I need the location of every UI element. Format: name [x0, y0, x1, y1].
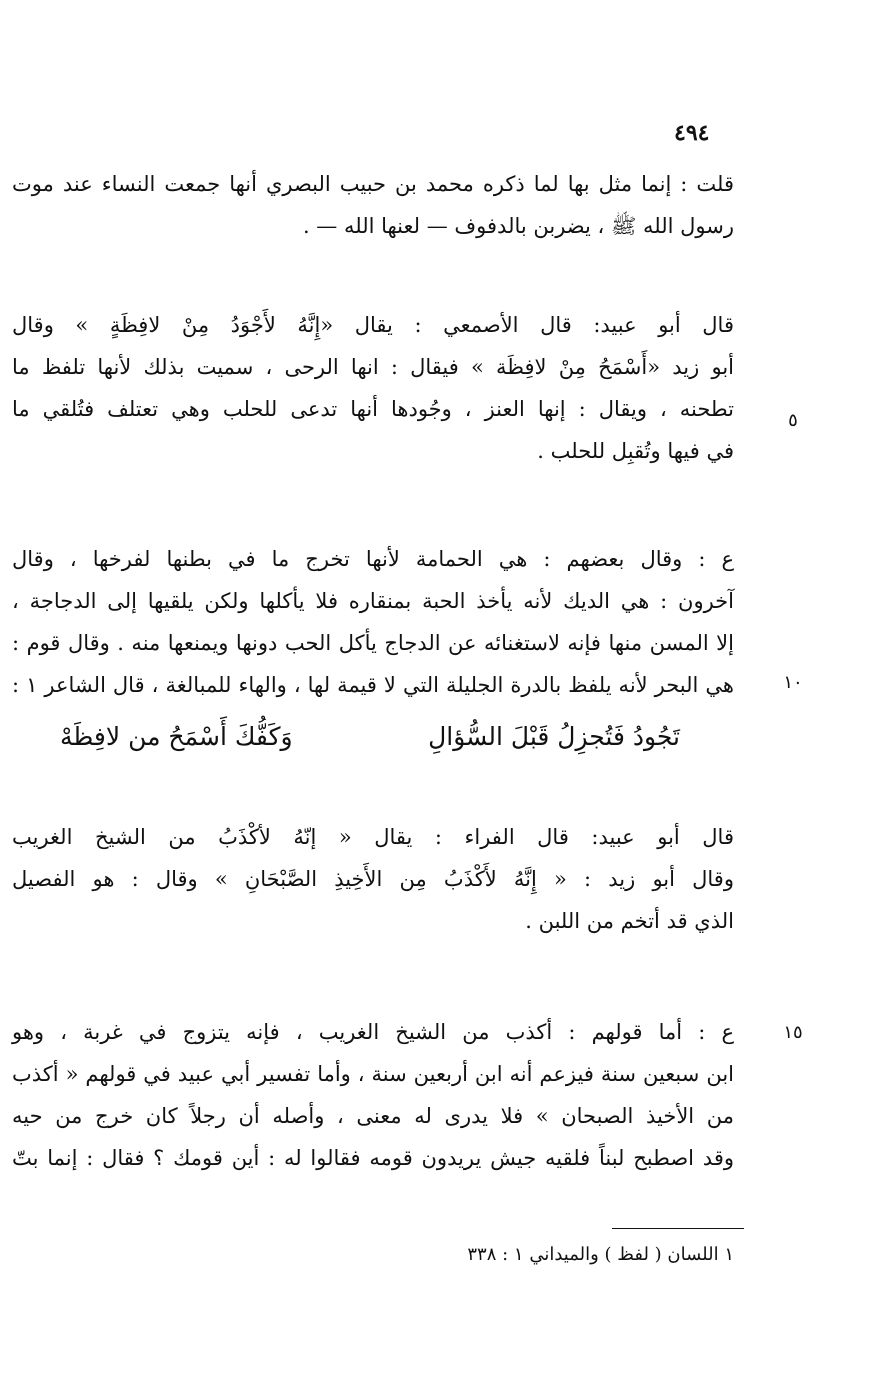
paragraph-5	[12, 1011, 734, 1179]
text-line: رسول الله ﷺ ، يضربن بالدفوف — لعنها الله — .	[302, 214, 734, 238]
page-number: ٤٩٤	[674, 120, 710, 146]
text-line: من الأخيذ الصبحان » فلا يدرى له معنى ، وأصله أن رجلاً كان خرج من حيه	[12, 1104, 734, 1128]
margin-line-number: ٥	[788, 410, 798, 431]
footnote: ١ اللسان ( لفظ ) والميداني ١ : ٣٣٨	[467, 1244, 734, 1265]
text-line: هي البحر لأنه يلفظ بالدرة الجليلة التي لا قيمة لها ، والهاء للمبالغة ، قال الشاعر ١ :	[12, 673, 734, 697]
text-line: تطحنه ، ويقال : إنها العنز ، وجُودها أنها تدعى للحلب وهي تعتلف فتُلقي ما	[12, 397, 734, 421]
text-line: إلا المسن منها فإنه لاستغنائه عن الدجاج يأكل الحب دونها ويمنعها منه . وقال قوم :	[12, 631, 734, 655]
text-line: الذي قد أتخم من اللبن .	[525, 909, 734, 933]
paragraph-3	[12, 538, 734, 706]
text-line: قلت : إنما مثل بها لما ذكره محمد بن حبيب البصري أنها جمعت النساء عند موت	[12, 172, 734, 196]
text-line: ع : وقال بعضهم : هي الحمامة لأنها تخرج ما في بطنها لفرخها ، وقال	[12, 547, 734, 571]
text-line: في فيها وتُقبِل للحلب .	[537, 439, 734, 463]
paragraph-2	[12, 304, 734, 472]
text-line: قال أبو عبيد: قال الأصمعي : يقال «إِنَّهُ لأَجْوَدُ مِنْ لافِظَةٍ » وقال	[12, 313, 734, 337]
text-line: ابن سبعين سنة فيزعم أنه ابن أربعين سنة ، وأما تفسير أبي عبيد في قولهم « أكذب	[12, 1062, 734, 1086]
text-line: وقال أبو زيد : « إِنَّهُ لأَكْذَبُ مِن الأَخِيذِ الصَّبْحَانِ » وقال : هو الفصيل	[12, 867, 734, 891]
text-line: أبو زيد «أَسْمَحُ مِنْ لافِظَة » فيقال : انها الرحى ، سميت بذلك لأنها تلفظ ما	[12, 355, 734, 379]
verse-second-hemistich: وَكَفُّكَ أَسْمَحُ من لافِظَهْ	[60, 722, 293, 751]
text-line: قال أبو عبيد: قال الفراء : يقال « إنّهُ لأكْذَبُ من الشيخ الغريب	[12, 825, 734, 849]
margin-line-number: ١٥	[783, 1022, 803, 1043]
footnote-divider	[612, 1228, 744, 1229]
paragraph-1	[12, 163, 734, 247]
text-line: وقد اصطبح لبناً فلقيه جيش يريدون قومه فقالوا له : أين قومك ؟ فقال : إنما بتّ	[12, 1146, 734, 1170]
margin-line-number: ١٠	[783, 672, 803, 693]
poetry-verse	[60, 712, 680, 762]
text-line: ع : أما قولهم : أكذب من الشيخ الغريب ، فإنه يتزوج في غربة ، وهو	[12, 1020, 734, 1044]
paragraph-4	[12, 816, 734, 942]
text-line: آخرون : هي الديك لأنه يأخذ الحبة بمنقاره فلا يأكلها ولكن يلقيها إلى الدجاجة ،	[12, 589, 734, 613]
verse-first-hemistich: تَجُودُ فَتُجزِلُ قَبْلَ السُّؤالِ	[428, 722, 680, 751]
